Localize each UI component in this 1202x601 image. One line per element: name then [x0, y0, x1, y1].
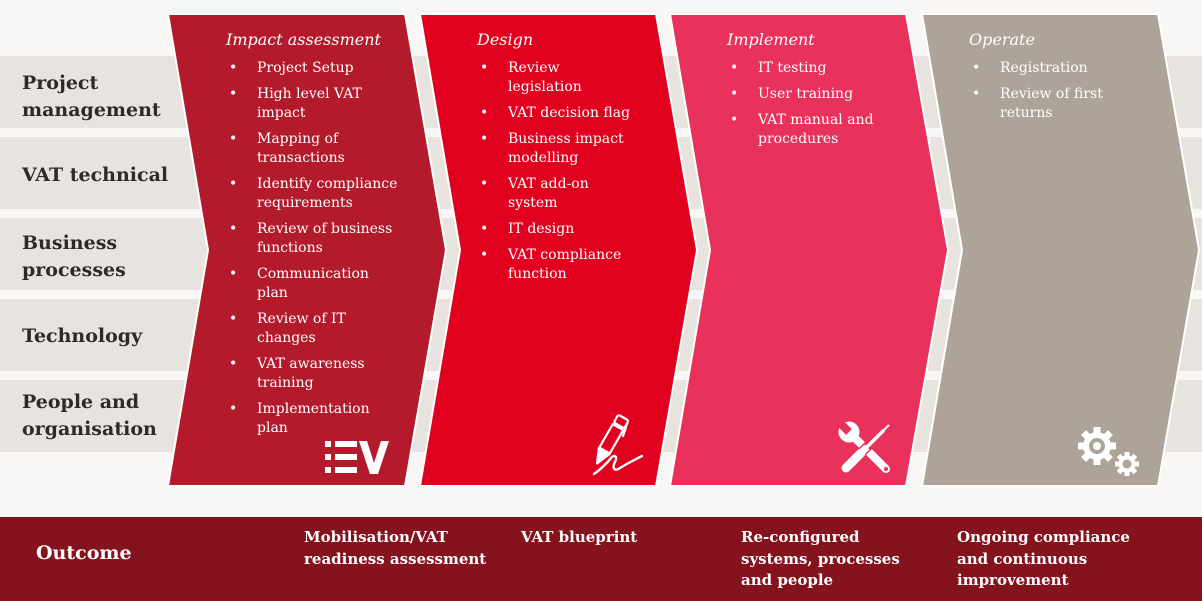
activity-item: • IT testing	[727, 59, 874, 78]
activity-item: • Identify compliance requirements	[226, 175, 397, 213]
row-label-project-management: Project management	[22, 71, 161, 121]
outcome-impact-assessment: Mobilisation/VAT readiness assessment	[304, 528, 487, 568]
phase-title: Operate	[969, 30, 1035, 49]
phase-title: Implement	[727, 30, 815, 49]
outcome-label: Outcome	[36, 542, 132, 564]
phase-activity-list	[727, 59, 874, 156]
activity-item: • IT design	[477, 220, 630, 239]
activity-item: • Mapping of transactions	[226, 130, 397, 168]
activity-item: • Communication plan	[226, 265, 397, 303]
activity-item: • VAT decision flag	[477, 104, 630, 123]
phase-activity-list	[477, 59, 630, 291]
activity-item: • Registration	[969, 59, 1103, 78]
phase-title: Design	[477, 30, 534, 49]
activity-item: • Review of IT changes	[226, 310, 397, 348]
phase-activity-list	[969, 59, 1103, 130]
activity-item: • VAT manual and procedures	[727, 111, 874, 149]
activity-item: • Review of business functions	[226, 220, 397, 258]
activity-item: • Project Setup	[226, 59, 397, 78]
outcome-design: VAT blueprint	[521, 528, 638, 546]
activity-item: • Business impact modelling	[477, 130, 630, 168]
row-label-people-and-organisation: People and organisation	[22, 390, 157, 440]
activity-item: • Review legislation	[477, 59, 630, 97]
row-label-business-processes: Business processes	[22, 231, 126, 281]
small-gear	[1115, 452, 1139, 476]
activity-item: • Review of first returns	[969, 85, 1103, 123]
outcome-implement: Re-configured systems, processes and people	[741, 528, 900, 589]
activity-item: • VAT compliance function	[477, 246, 630, 284]
large-gear	[1078, 427, 1116, 465]
outcome-operate: Ongoing compliance and continuous improvement	[957, 528, 1130, 589]
activity-item: • User training	[727, 85, 874, 104]
activity-item: • Implementation plan	[226, 400, 397, 438]
activity-item: • High level VAT impact	[226, 85, 397, 123]
phase-activity-list	[226, 59, 397, 445]
row-label-vat-technical: VAT technical	[22, 163, 169, 186]
activity-item: • VAT add-on system	[477, 175, 630, 213]
activity-item: • VAT awareness training	[226, 355, 397, 393]
row-label-technology: Technology	[22, 324, 143, 347]
phase-title: Impact assessment	[226, 30, 381, 49]
